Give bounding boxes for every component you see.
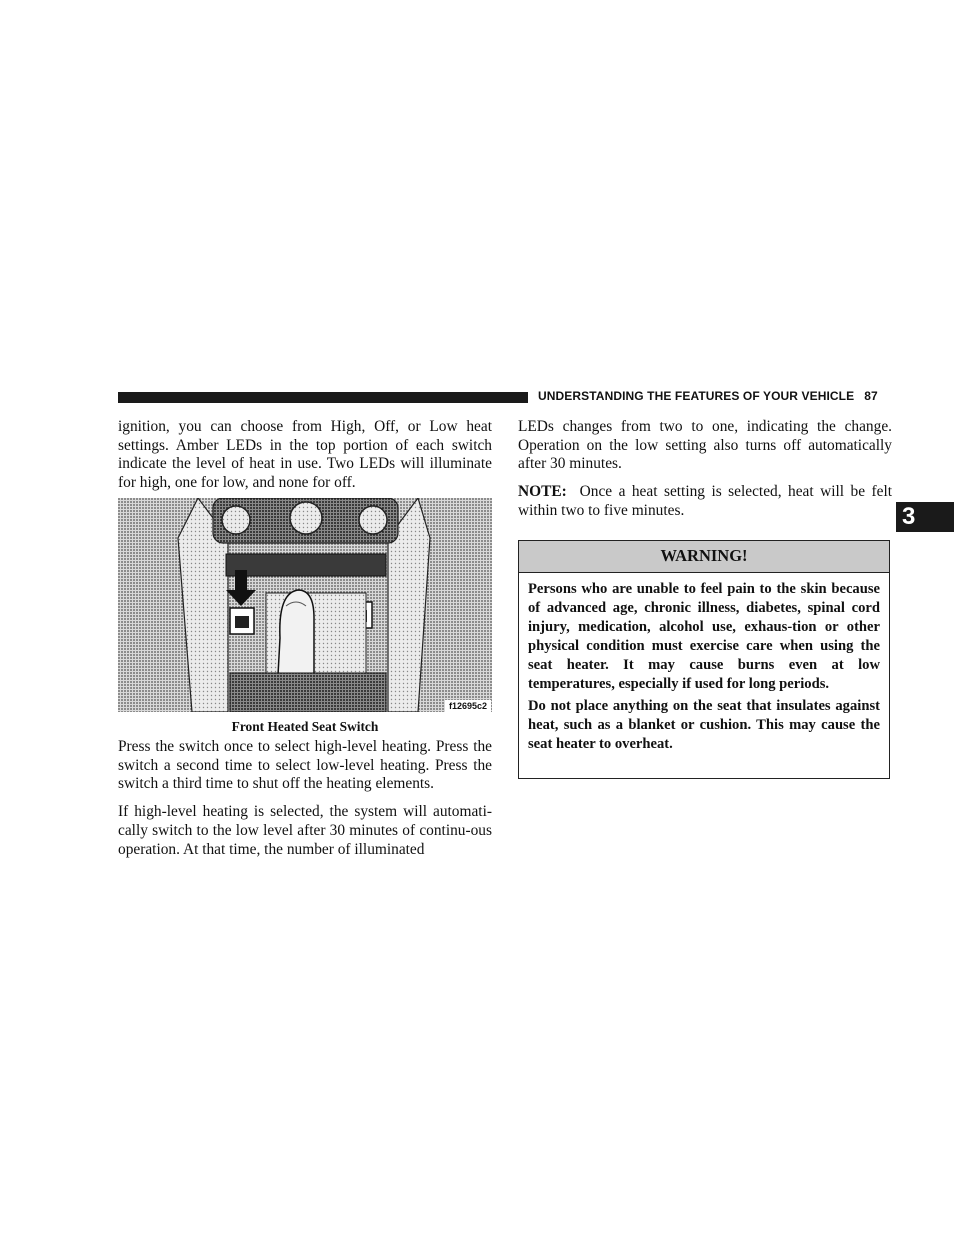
warning-title: WARNING! — [519, 541, 889, 573]
warning-body — [519, 573, 889, 754]
left-column-lower — [118, 738, 492, 859]
warning-paragraph: Persons who are unable to feel pain to the skin because of advanced age, chronic illness, diabetes, spinal cord injury, medication, alcohol use, exhaus-tion or other physical condition must exercise care when using the seat heater. It may cause burns even at low temperatures, especially if used for long periods. — [528, 581, 880, 692]
figure-caption: Front Heated Seat Switch — [231, 719, 379, 734]
note-label: NOTE: — [518, 483, 567, 501]
section-title: UNDERSTANDING THE FEATURES OF YOUR VEHICLE — [538, 389, 855, 403]
body-paragraph: LEDs changes from two to one, indicating the change. Operation on the low setting also turns off automatically after 30 minutes. — [518, 418, 892, 473]
left-column — [118, 418, 492, 493]
running-header — [538, 389, 878, 403]
warning-paragraph: Do not place anything on the seat that insulates against heat, such as a blanket or cushion. This may cause the seat heater to overheat. — [528, 698, 880, 753]
console-illustration — [118, 498, 492, 712]
seat-switch-figure — [118, 498, 492, 712]
note-paragraph — [518, 483, 892, 520]
body-paragraph: If high-level heating is selected, the system will automati-cally switch to the low level after 30 minutes of continu-ous operation. At that time, the number of illuminated — [118, 803, 492, 858]
figure-code: f12695c2 — [449, 701, 488, 711]
chapter-tab: 3 — [896, 502, 954, 532]
body-paragraph: ignition, you can choose from High, Off, or Low heat settings. Amber LEDs in the top portion of each switch indicate the level of heat in use. Two LEDs will illuminate for high, one for low, and none for off. — [118, 418, 492, 492]
body-paragraph: Press the switch once to select high-level heating. Press the switch a second time to select low-level heating. Press the switch a third time to shut off the heating elements. — [118, 738, 492, 793]
warning-box — [518, 540, 890, 779]
page-number: 87 — [864, 389, 878, 403]
note-text: Once a heat setting is selected, heat will be felt within two to five minutes. — [518, 483, 892, 519]
header-rule — [118, 392, 528, 403]
right-column — [518, 418, 892, 521]
